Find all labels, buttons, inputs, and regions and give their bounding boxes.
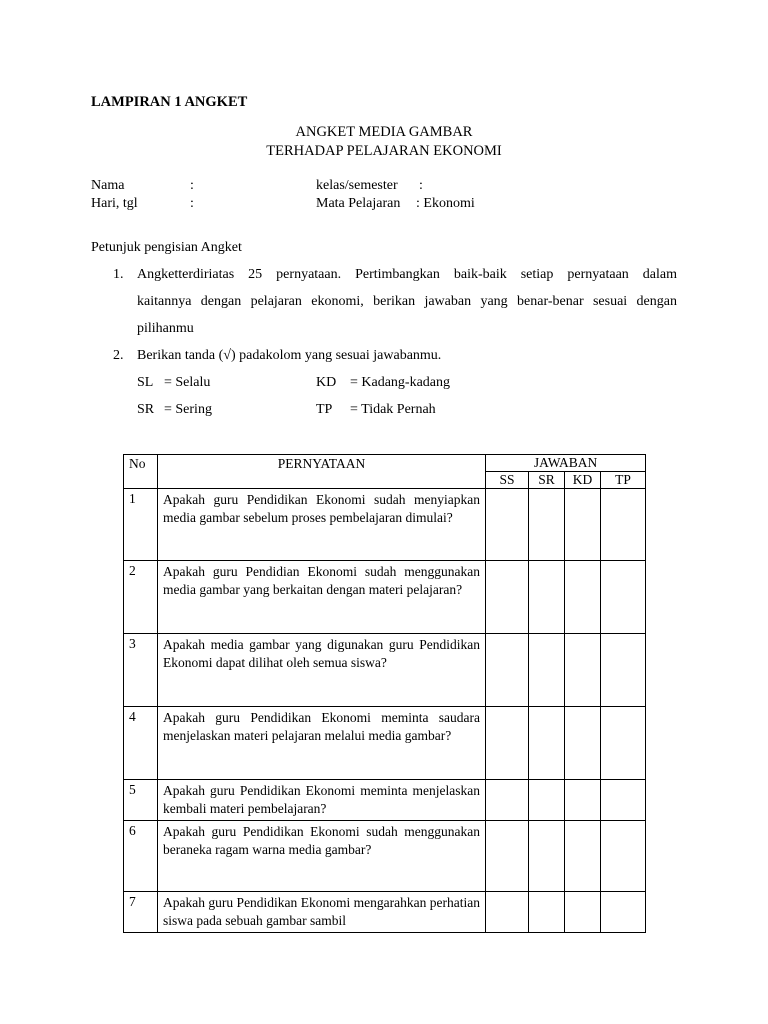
- hari-label: Hari, tgl: [91, 196, 138, 211]
- questionnaire-table: [123, 454, 646, 933]
- row-statement: Apakah guru Pendidikan Ekonomi meminta saudara menjelaskan materi pelajaran melalui media gambar?: [158, 707, 486, 780]
- answer-cell-ss[interactable]: [486, 707, 529, 780]
- answer-cell-ss[interactable]: [486, 780, 529, 821]
- instruction-1-line-2: kaitannya dengan pelajaran ekonomi, berikan jawaban yang benar-benar sesuai dengan: [137, 294, 677, 309]
- row-number: 6: [124, 821, 158, 892]
- row-number: 4: [124, 707, 158, 780]
- answer-cell-kd[interactable]: [565, 634, 601, 707]
- row-statement: Apakah guru Pendidikan Ekonomi sudah menyiapkan media gambar sebelum proses pembelajaran dimulai?: [158, 489, 486, 561]
- nama-colon: :: [190, 178, 194, 193]
- answer-cell-ss[interactable]: [486, 892, 529, 933]
- kelas-label: kelas/semester: [316, 178, 398, 193]
- legend-tp-text: = Tidak Pernah: [350, 402, 436, 417]
- row-statement: Apakah guru Pendidikan Ekonomi mengarahkan perhatian siswa pada sebuah gambar sambil: [158, 892, 486, 933]
- table-row: [124, 892, 646, 933]
- answer-cell-kd[interactable]: [565, 561, 601, 634]
- answer-cell-tp[interactable]: [601, 489, 646, 561]
- header-statement: PERNYATAAN: [158, 455, 486, 489]
- answer-cell-sr[interactable]: [529, 821, 565, 892]
- legend-tp-code: TP: [316, 402, 333, 417]
- answer-cell-tp[interactable]: [601, 561, 646, 634]
- answer-cell-ss[interactable]: [486, 561, 529, 634]
- header-answer: JAWABAN: [486, 455, 646, 472]
- legend-kd-text: = Kadang-kadang: [350, 375, 451, 390]
- row-statement: Apakah media gambar yang digunakan guru Pendidikan Ekonomi dapat dilihat oleh semua siswa?: [158, 634, 486, 707]
- answer-cell-tp[interactable]: [601, 634, 646, 707]
- answer-cell-ss[interactable]: [486, 489, 529, 561]
- answer-cell-ss[interactable]: [486, 821, 529, 892]
- header-answer-sr: SR: [529, 472, 565, 489]
- answer-cell-tp[interactable]: [601, 892, 646, 933]
- legend-sl-text: = Selalu: [164, 375, 211, 390]
- row-number: 2: [124, 561, 158, 634]
- table-row: [124, 780, 646, 821]
- mapel-label: Mata Pelajaran: [316, 196, 401, 211]
- header-answer-ss: SS: [486, 472, 529, 489]
- answer-cell-tp[interactable]: [601, 821, 646, 892]
- table-row: [124, 634, 646, 707]
- row-statement: Apakah guru Pendidian Ekonomi sudah menggunakan media gambar yang berkaitan dengan materi pelajaran?: [158, 561, 486, 634]
- header-no: No: [124, 455, 158, 489]
- legend-sr-text: = Sering: [164, 402, 212, 417]
- row-number: 7: [124, 892, 158, 933]
- instruction-2-text: Berikan tanda (√) padakolom yang sesuai jawabanmu.: [137, 348, 442, 363]
- table-row: [124, 561, 646, 634]
- answer-cell-tp[interactable]: [601, 707, 646, 780]
- row-statement: Apakah guru Pendidikan Ekonomi meminta menjelaskan kembali materi pembelajaran?: [158, 780, 486, 821]
- table-row: [124, 821, 646, 892]
- table-row: [124, 489, 646, 561]
- title-line-1: ANGKET MEDIA GAMBAR: [295, 124, 473, 140]
- answer-cell-kd[interactable]: [565, 780, 601, 821]
- answer-cell-kd[interactable]: [565, 892, 601, 933]
- legend-kd-code: KD: [316, 375, 337, 390]
- mapel-value: : Ekonomi: [416, 196, 475, 211]
- answer-cell-sr[interactable]: [529, 780, 565, 821]
- answer-cell-kd[interactable]: [565, 821, 601, 892]
- instruction-1-number: 1.: [113, 267, 124, 282]
- header-answer-tp: TP: [601, 472, 646, 489]
- answer-cell-sr[interactable]: [529, 561, 565, 634]
- title-line-2: TERHADAP PELAJARAN EKONOMI: [266, 143, 502, 159]
- instructions-heading: Petunjuk pengisian Angket: [91, 240, 242, 255]
- answer-cell-kd[interactable]: [565, 707, 601, 780]
- answer-cell-ss[interactable]: [486, 634, 529, 707]
- row-number: 5: [124, 780, 158, 821]
- instruction-1-line-3: pilihanmu: [137, 321, 194, 336]
- page-heading: LAMPIRAN 1 ANGKET: [91, 94, 248, 110]
- answer-cell-sr[interactable]: [529, 707, 565, 780]
- table-row: [124, 707, 646, 780]
- row-statement: Apakah guru Pendidikan Ekonomi sudah menggunakan beraneka ragam warna media gambar?: [158, 821, 486, 892]
- instruction-1-line-1: Angketterdiriatas 25 pernyataan. Pertimbangkan baik-baik setiap pernyataan dalam: [137, 267, 677, 282]
- hari-colon: :: [190, 196, 194, 211]
- row-number: 3: [124, 634, 158, 707]
- nama-label: Nama: [91, 178, 125, 193]
- kelas-colon: :: [419, 178, 423, 193]
- answer-cell-sr[interactable]: [529, 634, 565, 707]
- header-answer-kd: KD: [565, 472, 601, 489]
- answer-cell-tp[interactable]: [601, 780, 646, 821]
- instruction-2-number: 2.: [113, 348, 124, 363]
- answer-cell-kd[interactable]: [565, 489, 601, 561]
- row-number: 1: [124, 489, 158, 561]
- legend-sl-code: SL: [137, 375, 154, 390]
- answer-cell-sr[interactable]: [529, 489, 565, 561]
- answer-cell-sr[interactable]: [529, 892, 565, 933]
- legend-sr-code: SR: [137, 402, 155, 417]
